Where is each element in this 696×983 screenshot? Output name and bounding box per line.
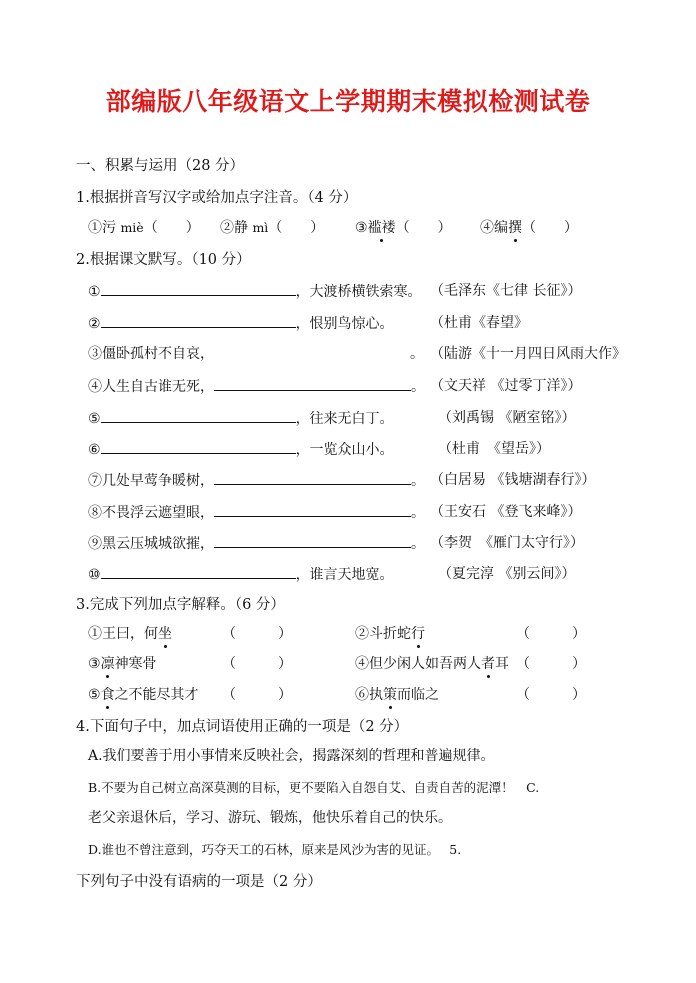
dictation-line-1: ① ，大渡桥横铁索寒。 xyxy=(88,281,422,302)
answer-blank[interactable] xyxy=(214,376,411,391)
dictation-line-10: ⑩ ，谁言天地宽。 xyxy=(88,564,394,585)
dictation-source-4: （文天祥 《过零丁洋》） xyxy=(430,378,582,394)
answer-blank[interactable] xyxy=(101,313,296,328)
q3-answer-6: （ ） xyxy=(516,687,586,703)
dictation-source-1: （毛泽东《七律 长征》） xyxy=(430,283,582,299)
q3-answer-2: （ ） xyxy=(516,626,586,642)
question-1-heading: 1.根据拼音写汉字或给加点字注音。（4 分） xyxy=(76,190,358,206)
question-4-heading: 4.下面句子中，加点词语使用正确的一项是（2 分） xyxy=(76,719,409,735)
answer-blank[interactable] xyxy=(214,470,411,485)
q3-item-1: ①王曰，何坐 xyxy=(88,626,172,642)
dictation-line-8: ⑧不畏浮云遮望眼， 。 xyxy=(88,502,425,523)
q3-item-5: ⑤食之不能尽其才 xyxy=(88,687,199,703)
dictation-line-6: ⑥ ，一览众山小。 xyxy=(88,439,394,460)
q3-item-6: ⑥执策而临之 xyxy=(355,687,439,703)
dictation-source-6: （杜甫 《望岳》） xyxy=(438,441,550,457)
dictation-line-3-end: 。 xyxy=(410,346,424,362)
option-d: D.谁也不曾注意到，巧夺天工的石林，原来是风沙为害的见证。 5. xyxy=(88,842,462,857)
q3-item-3: ③凛神寒骨 xyxy=(88,656,157,672)
answer-blank[interactable] xyxy=(101,439,296,454)
option-c: 老父亲退休后，学习、游玩、锻炼，他快乐着自己的快乐。 xyxy=(88,810,452,826)
q3-item-4: ④但少闲人如吾两人者耳 xyxy=(355,656,509,672)
answer-blank[interactable] xyxy=(214,502,411,517)
answer-blank[interactable] xyxy=(101,564,296,579)
q1-item-3: ③褴褛（ ） xyxy=(355,220,452,236)
q1-item-2: ②静 mì（ ） xyxy=(220,220,325,236)
option-b: B.不要为自己树立高深莫测的目标，更不要陷入自怨自艾、自责自苦的泥潭！ C. xyxy=(88,780,540,795)
section-heading-1: 一、积累与运用（28 分） xyxy=(76,158,245,174)
dictation-line-7: ⑦几处早莺争暖树， 。 xyxy=(88,470,425,491)
dictation-source-8: （王安石 《登飞来峰》） xyxy=(430,504,582,520)
option-a: A.我们要善于用小事情来反映社会，揭露深刻的哲理和普遍规律。 xyxy=(88,748,495,764)
q1-item-1: ①污 miè（ ） xyxy=(88,220,200,236)
dictation-line-5: ⑤ ，往来无白丁。 xyxy=(88,408,394,429)
dictation-source-5: （刘禹锡 《陋室铭》） xyxy=(438,410,576,426)
page-title: 部编版八年级语文上学期期末模拟检测试卷 xyxy=(105,87,591,116)
q3-answer-4: （ ） xyxy=(516,656,586,672)
question-5-heading: 下列句子中没有语病的一项是（2 分） xyxy=(76,874,322,890)
dictation-source-3: （陆游《十一月四日风雨大作》 xyxy=(430,346,626,362)
answer-blank[interactable] xyxy=(101,281,296,296)
dictation-line-4: ④人生自古谁无死， 。 xyxy=(88,376,425,397)
q3-answer-5: （ ） xyxy=(222,687,292,703)
dictation-source-10: （夏完淳 《别云间》） xyxy=(438,566,576,582)
dictation-source-7: （白居易 《钱塘湖春行》） xyxy=(430,472,596,488)
q3-item-2: ②斗折蛇行 xyxy=(355,626,425,642)
dictation-line-9: ⑨黑云压城城欲摧， 。 xyxy=(88,533,425,554)
q3-answer-1: （ ） xyxy=(222,626,292,642)
question-3-heading: 3.完成下列加点字解释。（6 分） xyxy=(76,597,285,613)
dictation-line-3: ③僵卧孤村不自哀， xyxy=(88,346,214,362)
answer-blank[interactable] xyxy=(101,408,296,423)
dictation-line-2: ② ，恨别鸟惊心。 xyxy=(88,313,394,334)
q3-answer-3: （ ） xyxy=(222,656,292,672)
q1-item-4: ④编撰（ ） xyxy=(480,220,578,236)
question-2-heading: 2.根据课文默写。（10 分） xyxy=(76,252,251,268)
answer-blank[interactable] xyxy=(214,533,411,548)
dictation-source-2: （杜甫《春望》 xyxy=(430,315,528,331)
dictation-source-9: （李贺 《雁门太守行》） xyxy=(430,535,584,551)
